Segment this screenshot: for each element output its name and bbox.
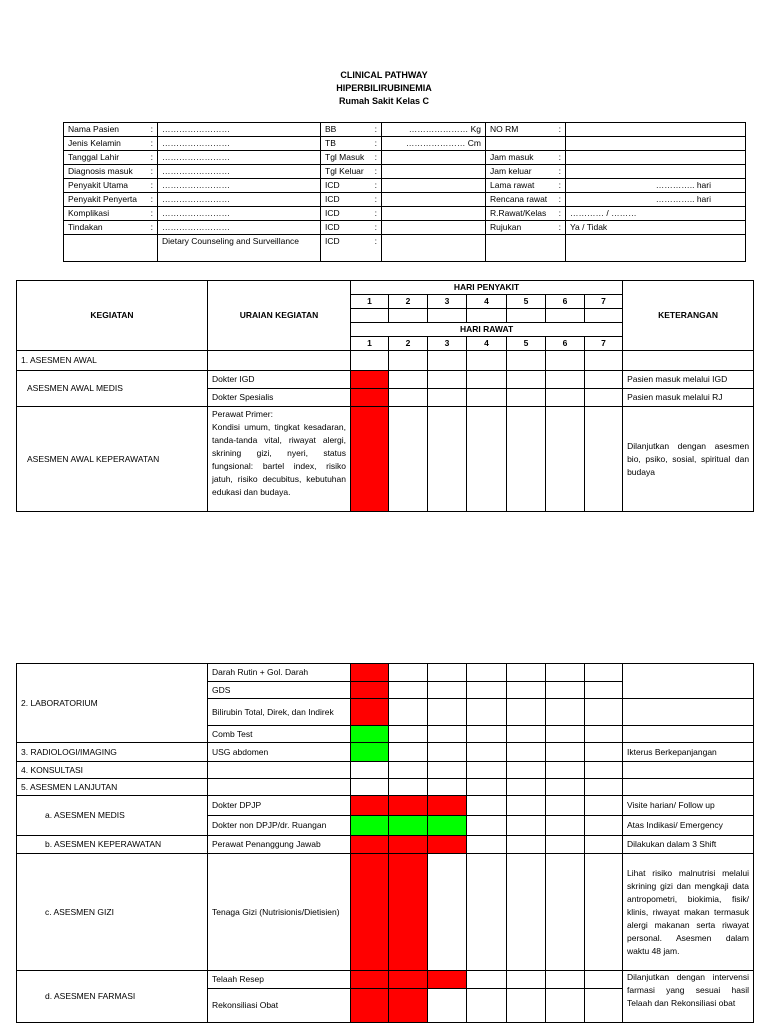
info-label-text: ICD [325, 208, 340, 218]
title-line-2: HIPERBILIRUBINEMIA [336, 83, 432, 93]
cell-green [389, 816, 428, 836]
info-value: ………….. hari [566, 193, 746, 207]
ket-dpjp: Visite harian/ Follow up [623, 796, 754, 816]
cell-red [351, 796, 389, 816]
info-label [64, 151, 158, 165]
col-uraian: URAIAN KEGIATAN [208, 281, 351, 351]
info-value [382, 151, 486, 165]
colon: : [150, 152, 153, 162]
ket-gizi: Lihat risiko malnutrisi melalui skrining gizi dan mengkaji data antropometri, biokimia, fisik/ klinis, riwayat makan termasuk alergi makanan serta riwayat personal. Asesmen dalam waktu 48 jam. [623, 854, 754, 971]
ket-rj: Pasien masuk melalui RJ [623, 389, 754, 407]
asesmen-awal-keperawatan: ASESMEN AWAL KEPERAWATAN [17, 407, 208, 512]
colon: : [150, 138, 153, 148]
section-asesmen-awal: 1. ASESMEN AWAL [17, 351, 208, 371]
info-label-text: ICD [325, 180, 340, 190]
cell-red [351, 854, 389, 971]
colon: : [374, 124, 377, 134]
darah-rutin: Darah Rutin + Gol. Darah [208, 664, 351, 682]
colon: : [150, 124, 153, 134]
info-label [486, 235, 566, 262]
hari-rawat-day: 2 [389, 337, 428, 351]
info-value [566, 151, 746, 165]
tenaga-gizi: Tenaga Gizi (Nutrisionis/Dietisien) [208, 854, 351, 971]
asesmen-keperawatan: b. ASESMEN KEPERAWATAN [17, 836, 208, 854]
asesmen-gizi: c. ASESMEN GIZI [17, 854, 208, 971]
dokter-igd: Dokter IGD [208, 371, 351, 389]
cell-red [351, 971, 389, 989]
info-value: …………………… [158, 165, 321, 179]
ket-usg: Ikterus Berkepanjangan [623, 743, 754, 762]
info-label [321, 123, 382, 137]
hari-penyakit-day: 4 [467, 295, 507, 309]
perawat-detail: Kondisi umum, tingkat kesadaran, tanda-tanda vital, riwayat alergi, skrining gizi, nyeri, status fungsional: bartel index, risiko jatuh, risiko decubitus, kebutuhan edukasi dan budaya. [212, 422, 346, 497]
asesmen-medis: a. ASESMEN MEDIS [17, 796, 208, 836]
info-label-text: BB [325, 124, 337, 134]
cell-red [351, 836, 389, 854]
info-value: …………………… [158, 179, 321, 193]
info-label-text: Komplikasi [68, 208, 110, 218]
info-value: …………………… [158, 207, 321, 221]
info-label [64, 235, 158, 262]
pathway-table-1 [16, 280, 754, 512]
cell-red [389, 989, 428, 1023]
colon: : [558, 180, 561, 190]
info-label [321, 179, 382, 193]
colon: : [374, 208, 377, 218]
info-value: …………………… [158, 151, 321, 165]
ket-keperawatan: Dilanjutkan dengan asesmen bio, psiko, sosial, spiritual dan budaya [623, 407, 754, 512]
info-label [64, 179, 158, 193]
info-label [321, 235, 382, 262]
info-value: Dietary Counseling and Surveillance [158, 235, 321, 262]
colon: : [374, 180, 377, 190]
cell-red [389, 796, 428, 816]
colon: : [374, 222, 377, 232]
info-label [64, 207, 158, 221]
info-label-text: Tindakan [68, 222, 103, 232]
rekonsiliasi-obat: Rekonsiliasi Obat [208, 989, 351, 1023]
info-label [321, 221, 382, 235]
telaah-resep: Telaah Resep [208, 971, 351, 989]
dokter-dpjp: Dokter DPJP [208, 796, 351, 816]
info-value [566, 123, 746, 137]
info-value: ………….. hari [566, 179, 746, 193]
info-label-text: ICD [325, 236, 340, 246]
hari-penyakit-day: 6 [546, 295, 585, 309]
colon: : [150, 222, 153, 232]
colon: : [374, 166, 377, 176]
usg-abdomen: USG abdomen [208, 743, 351, 762]
section-laboratorium: 2. LABORATORIUM [17, 664, 208, 743]
info-value: …………………… [158, 221, 321, 235]
hari-rawat-day: 4 [467, 337, 507, 351]
info-label-text: Tgl Keluar [325, 166, 364, 176]
info-label-text: Jenis Kelamin [68, 138, 121, 148]
cell-green [428, 816, 467, 836]
info-value [382, 179, 486, 193]
cell-red [351, 989, 389, 1023]
ket-perawat: Dilakukan dalam 3 Shift [623, 836, 754, 854]
colon: : [150, 208, 153, 218]
info-label-text: Penyakit Utama [68, 180, 128, 190]
info-label-text: Tanggal Lahir [68, 152, 120, 162]
info-value [382, 165, 486, 179]
title-line-1: CLINICAL PATHWAY [340, 70, 428, 80]
col-kegiatan: KEGIATAN [17, 281, 208, 351]
gds: GDS [208, 682, 351, 699]
info-label [64, 137, 158, 151]
info-value: …………………… [158, 123, 321, 137]
col-keterangan: KETERANGAN [623, 281, 754, 351]
info-value: ………………… Cm [382, 137, 486, 151]
info-value: Ya / Tidak [566, 221, 746, 235]
info-value: ………………… Kg [382, 123, 486, 137]
info-value [566, 235, 746, 262]
cell-red [351, 664, 389, 682]
dokter-spesialis: Dokter Spesialis [208, 389, 351, 407]
info-label-text: ICD [325, 222, 340, 232]
colon: : [558, 194, 561, 204]
cell-red [428, 971, 467, 989]
ket-igd: Pasien masuk melalui IGD [623, 371, 754, 389]
pathway-table-2 [16, 663, 754, 1023]
ket-non-dpjp: Atas Indikasi/ Emergency [623, 816, 754, 836]
info-value: …………………… [158, 193, 321, 207]
section-asesmen-lanjutan: 5. ASESMEN LANJUTAN [17, 779, 208, 796]
colon: : [558, 152, 561, 162]
cell-red [351, 407, 389, 512]
patient-info-table [63, 122, 746, 262]
colon: : [558, 222, 561, 232]
info-label [321, 151, 382, 165]
info-value [382, 221, 486, 235]
colon: : [558, 124, 561, 134]
info-value [382, 207, 486, 221]
comb-test: Comb Test [208, 726, 351, 743]
title-line-3: Rumah Sakit Kelas C [338, 96, 430, 106]
hari-penyakit-day: 1 [351, 295, 389, 309]
info-value: …………………… [158, 137, 321, 151]
info-label-text: Rujukan [490, 222, 522, 232]
asesmen-awal-medis: ASESMEN AWAL MEDIS [17, 371, 208, 407]
info-label [321, 207, 382, 221]
cell-red [389, 971, 428, 989]
hari-rawat-day: 1 [351, 337, 389, 351]
colon: : [374, 138, 377, 148]
cell-red [351, 699, 389, 726]
info-label [321, 165, 382, 179]
hari-rawat-header: HARI RAWAT [351, 323, 623, 337]
info-label [486, 207, 566, 221]
info-value [566, 165, 746, 179]
info-label [64, 221, 158, 235]
info-label [486, 165, 566, 179]
asesmen-farmasi: d. ASESMEN FARMASI [17, 971, 208, 1023]
colon: : [374, 236, 377, 246]
info-value [382, 235, 486, 262]
cell-red [428, 836, 467, 854]
cell-red [351, 389, 389, 407]
info-label-text: Penyakit Penyerta [68, 194, 137, 204]
info-label [321, 137, 382, 151]
perawat-primer: Perawat Primer: [212, 409, 273, 419]
hari-rawat-day: 7 [585, 337, 623, 351]
cell-red [351, 682, 389, 699]
hari-rawat-day: 6 [546, 337, 585, 351]
info-label [64, 123, 158, 137]
colon: : [374, 152, 377, 162]
hari-penyakit-header: HARI PENYAKIT [351, 281, 623, 295]
perawat-pj: Perawat Penanggung Jawab [208, 836, 351, 854]
cell-green [351, 816, 389, 836]
colon: : [150, 166, 153, 176]
colon: : [150, 194, 153, 204]
info-label [64, 193, 158, 207]
hari-penyakit-day: 7 [585, 295, 623, 309]
info-label [486, 123, 566, 137]
colon: : [558, 208, 561, 218]
colon: : [374, 194, 377, 204]
info-value [566, 137, 746, 151]
cell-red [351, 371, 389, 389]
colon: : [150, 180, 153, 190]
info-label-text: Jam masuk [490, 152, 534, 162]
cell-red [428, 796, 467, 816]
colon: : [558, 166, 561, 176]
info-label [486, 137, 566, 151]
info-label-text: Nama Pasien [68, 124, 120, 134]
hari-rawat-day: 3 [428, 337, 467, 351]
info-label [486, 221, 566, 235]
info-label-text: NO RM [490, 124, 519, 134]
info-label [321, 193, 382, 207]
hari-rawat-day: 5 [507, 337, 546, 351]
info-label-text: Diagnosis masuk [68, 166, 133, 176]
ket-farmasi: Dilanjutkan dengan intervensi farmasi yang sesuai hasil Telaah dan Rekonsiliasi obat [623, 971, 754, 1023]
info-label-text: TB [325, 138, 336, 148]
info-label-text: Rencana rawat [490, 194, 548, 204]
info-label [486, 151, 566, 165]
document-title [0, 69, 768, 108]
cell-green [351, 743, 389, 762]
section-konsultasi: 4. KONSULTASI [17, 762, 208, 779]
info-value: ………… / ……… [566, 207, 746, 221]
info-label-text: ICD [325, 194, 340, 204]
info-label [64, 165, 158, 179]
cell-red [389, 836, 428, 854]
info-label-text: R.Rawat/Kelas [490, 208, 547, 218]
section-radiologi: 3. RADIOLOGI/IMAGING [17, 743, 208, 762]
dokter-non-dpjp: Dokter non DPJP/dr. Ruangan [208, 816, 351, 836]
info-label [486, 193, 566, 207]
cell-red [389, 854, 428, 971]
bilirubin: Bilirubin Total, Direk, dan Indirek [208, 699, 351, 726]
info-value [382, 193, 486, 207]
hari-penyakit-day: 2 [389, 295, 428, 309]
hari-penyakit-day: 3 [428, 295, 467, 309]
info-label-text: Tgl Masuk [325, 152, 365, 162]
hari-penyakit-day: 5 [507, 295, 546, 309]
info-label-text: Lama rawat [490, 180, 535, 190]
info-label-text: Jam keluar [490, 166, 532, 176]
info-label [486, 179, 566, 193]
cell-green [351, 726, 389, 743]
